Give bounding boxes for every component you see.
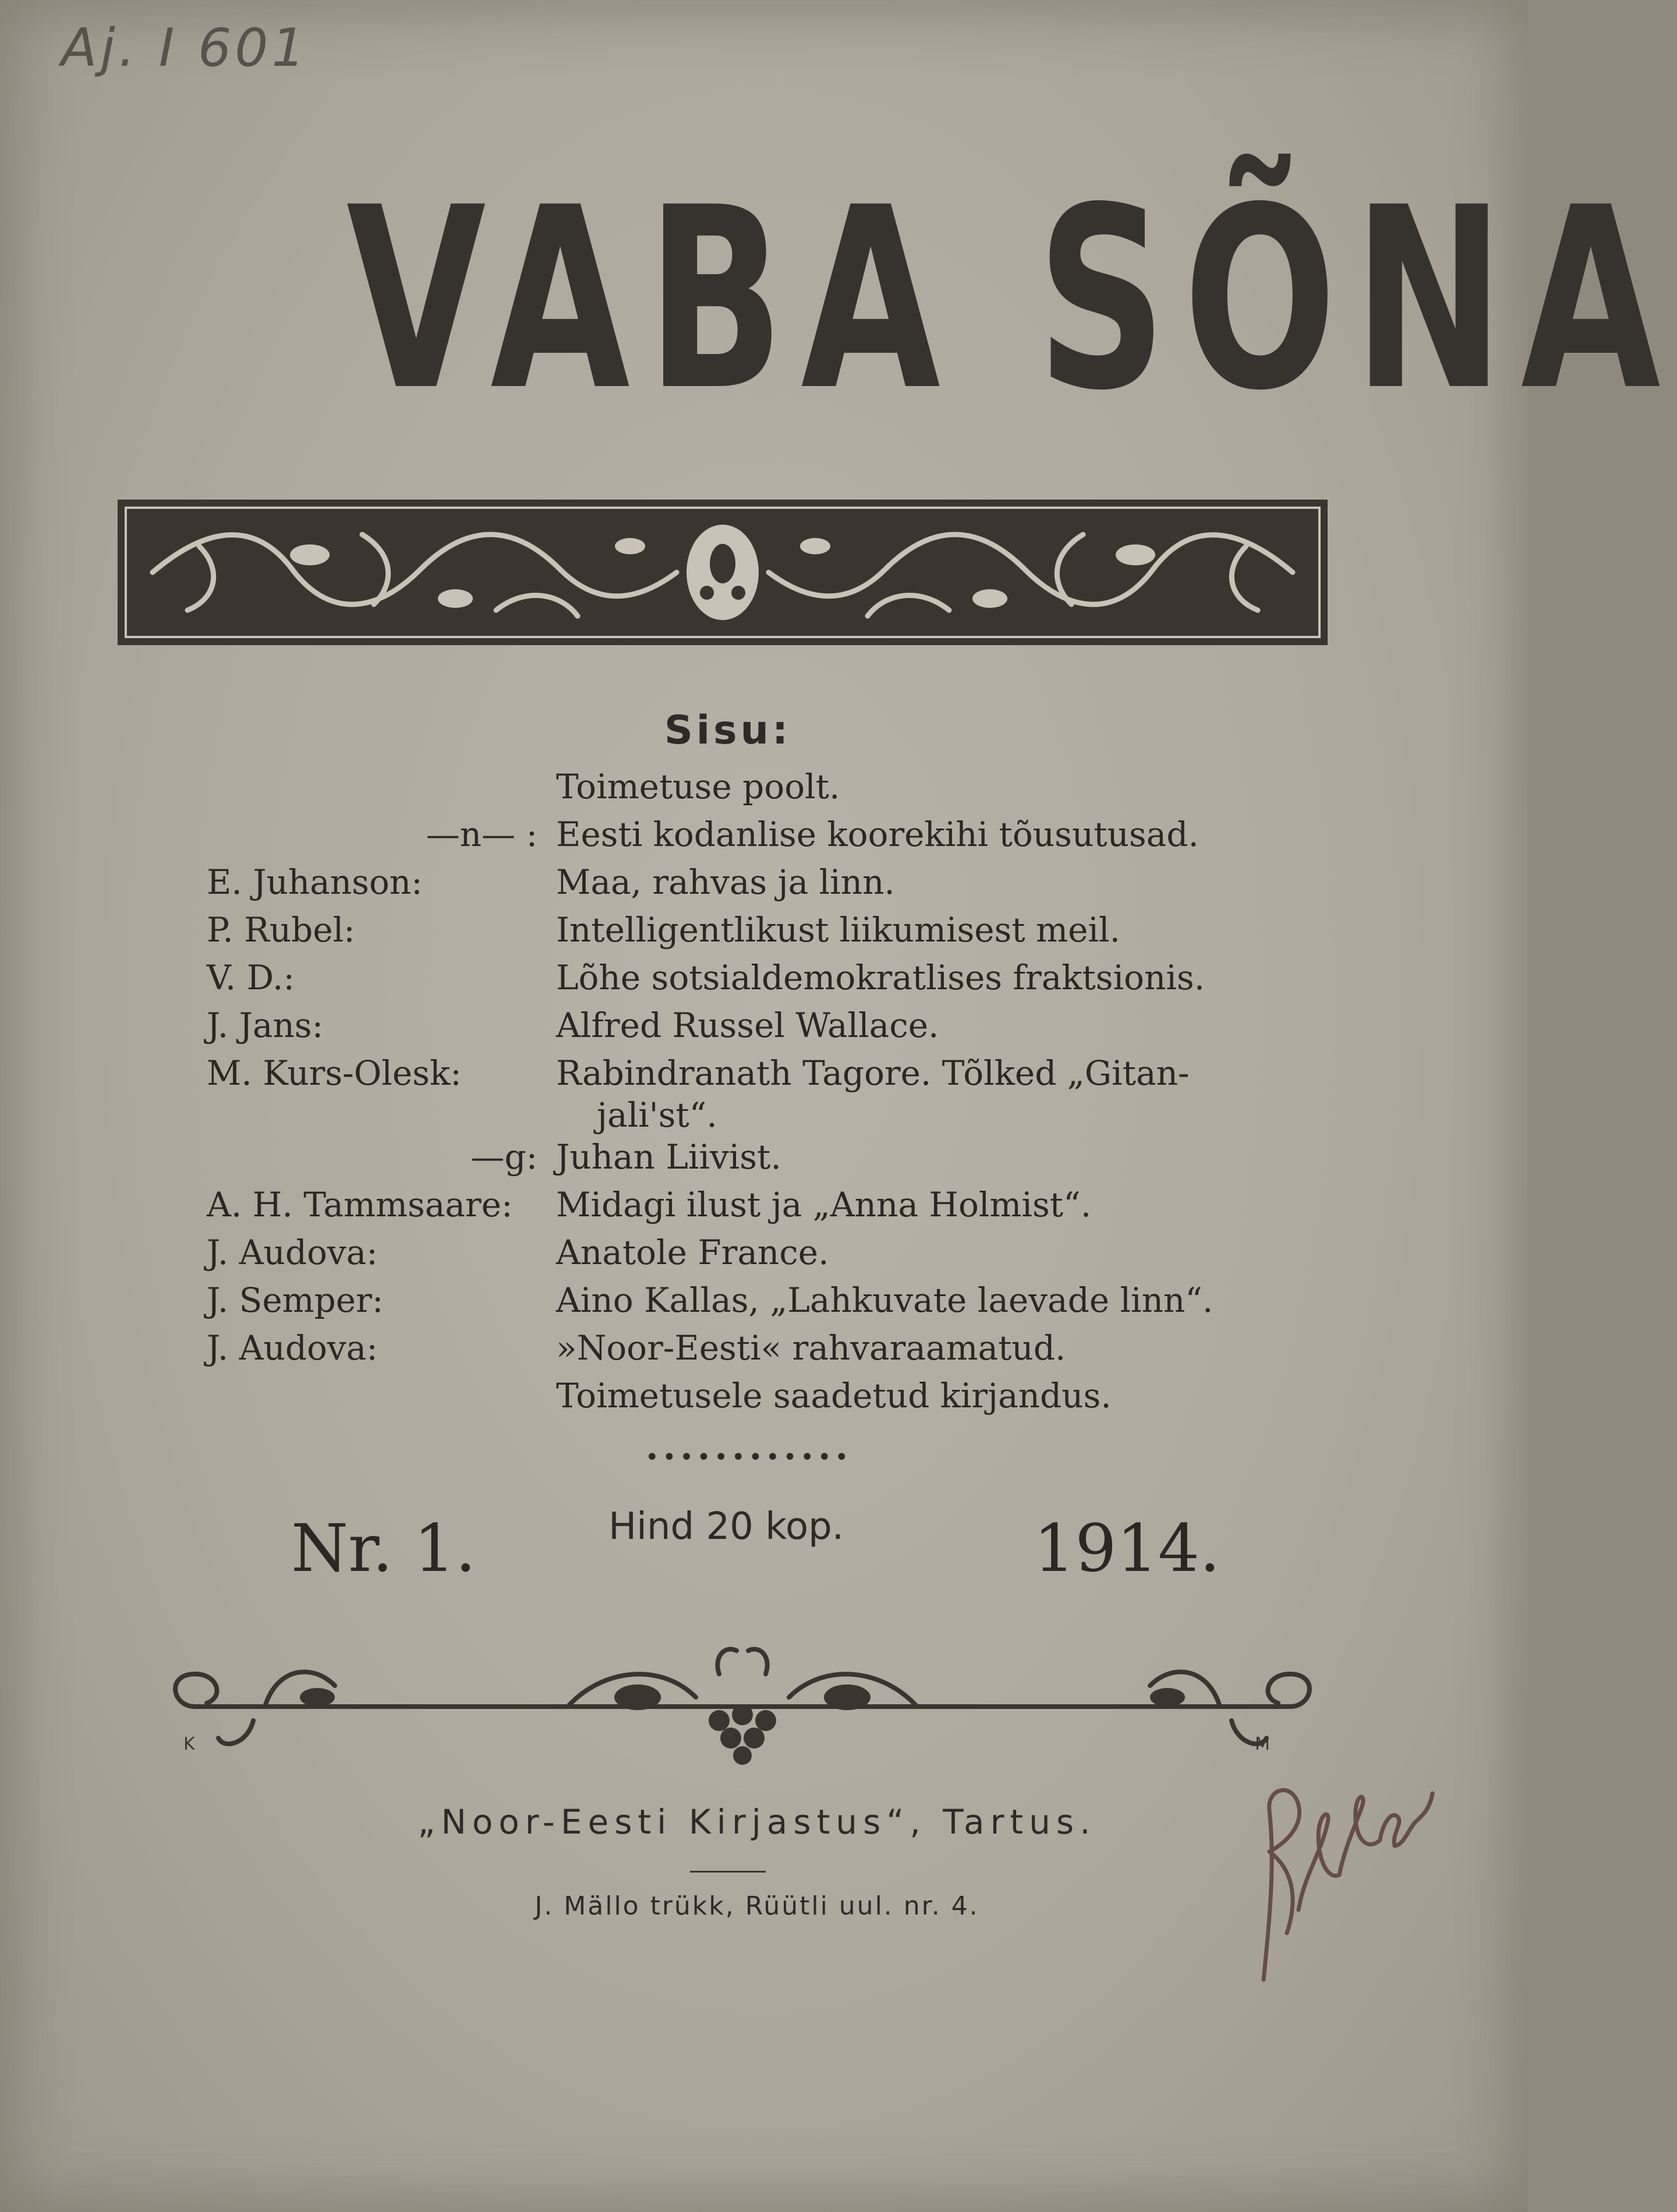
publisher: „Noor-Eesti Kirjastus“, Tartus.	[418, 1802, 1096, 1842]
toc-entry	[207, 1372, 1313, 1420]
toc-author: P. Rubel:	[207, 910, 355, 950]
toc-entry	[207, 1133, 1313, 1181]
toc-entry	[207, 763, 1313, 811]
price: Hind 20 kop.	[608, 1505, 844, 1548]
divider-rule	[690, 1871, 766, 1873]
toc-author: —n— :	[426, 815, 537, 854]
toc-title: Alfred Russel Wallace.	[556, 1006, 939, 1045]
library-shelfmark: Aj. I 601	[61, 17, 309, 79]
toc-entry	[207, 1181, 1313, 1229]
toc-author: —g:	[470, 1137, 537, 1177]
toc-title: Eesti kodanlise koorekihi tõusutusad.	[556, 815, 1199, 854]
ornament-initial-left: K	[183, 1734, 195, 1754]
toc-title: »Noor-Eesti« rahvaraamatud.	[556, 1328, 1066, 1368]
toc-title	[556, 1049, 1313, 1133]
contents-heading: Sisu:	[664, 707, 792, 753]
toc-author: J. Audova:	[207, 1233, 378, 1272]
toc-title: Midagi ilust ja „Anna Holmist“.	[556, 1185, 1092, 1224]
toc-title: Toimetusele saadetud kirjandus.	[556, 1376, 1112, 1415]
toc-title-continuation: jali'st“.	[597, 1095, 717, 1135]
table-of-contents	[207, 763, 1313, 1420]
dotted-separator: ••••••••••••	[645, 1444, 852, 1471]
toc-entry	[207, 858, 1313, 906]
toc-author: J. Jans:	[207, 1006, 324, 1045]
toc-entry	[207, 811, 1313, 858]
handwritten-signature	[1229, 1758, 1438, 1991]
toc-entry	[207, 1049, 1313, 1133]
toc-title: Juhan Liivist.	[556, 1137, 781, 1177]
toc-entry	[207, 1276, 1313, 1324]
magazine-title: VABA SÕNA	[346, 154, 1677, 445]
toc-entry	[207, 1324, 1313, 1372]
bottom-ornament	[160, 1633, 1325, 1767]
toc-author	[207, 1372, 556, 1420]
toc-author	[207, 763, 556, 811]
toc-entry	[207, 954, 1313, 1001]
toc-title: Intelligentlikust liikumisest meil.	[556, 910, 1120, 950]
printer-imprint: J. Mällo trükk, Rüütli uul. nr. 4.	[535, 1891, 979, 1921]
toc-title: Toimetuse poolt.	[556, 767, 840, 806]
toc-author: M. Kurs-Olesk:	[207, 1053, 462, 1093]
ornament-initial-right: M	[1255, 1734, 1270, 1754]
toc-title-line: Rabindranath Tagore. Tõlked „Gitan-	[556, 1053, 1190, 1093]
toc-entry	[207, 906, 1313, 954]
toc-title: Lõhe sotsialdemokratlises fraktsionis.	[556, 958, 1205, 997]
toc-author: E. Juhanson:	[207, 862, 423, 902]
toc-entry	[207, 1229, 1313, 1276]
toc-author: A. H. Tammsaare:	[207, 1185, 513, 1224]
toc-author: V. D.:	[207, 958, 295, 997]
toc-author: J. Semper:	[207, 1280, 384, 1320]
toc-entry	[207, 1001, 1313, 1049]
toc-title: Anatole France.	[556, 1233, 829, 1272]
toc-title: Maa, rahvas ja linn.	[556, 862, 895, 902]
toc-author: J. Audova:	[207, 1328, 378, 1368]
toc-title: Aino Kallas, „Lahkuvate laevade linn“.	[556, 1280, 1213, 1320]
issue-number: Nr. 1.	[291, 1511, 476, 1587]
publication-year: 1914.	[1034, 1511, 1220, 1587]
decorative-banner	[118, 500, 1328, 645]
